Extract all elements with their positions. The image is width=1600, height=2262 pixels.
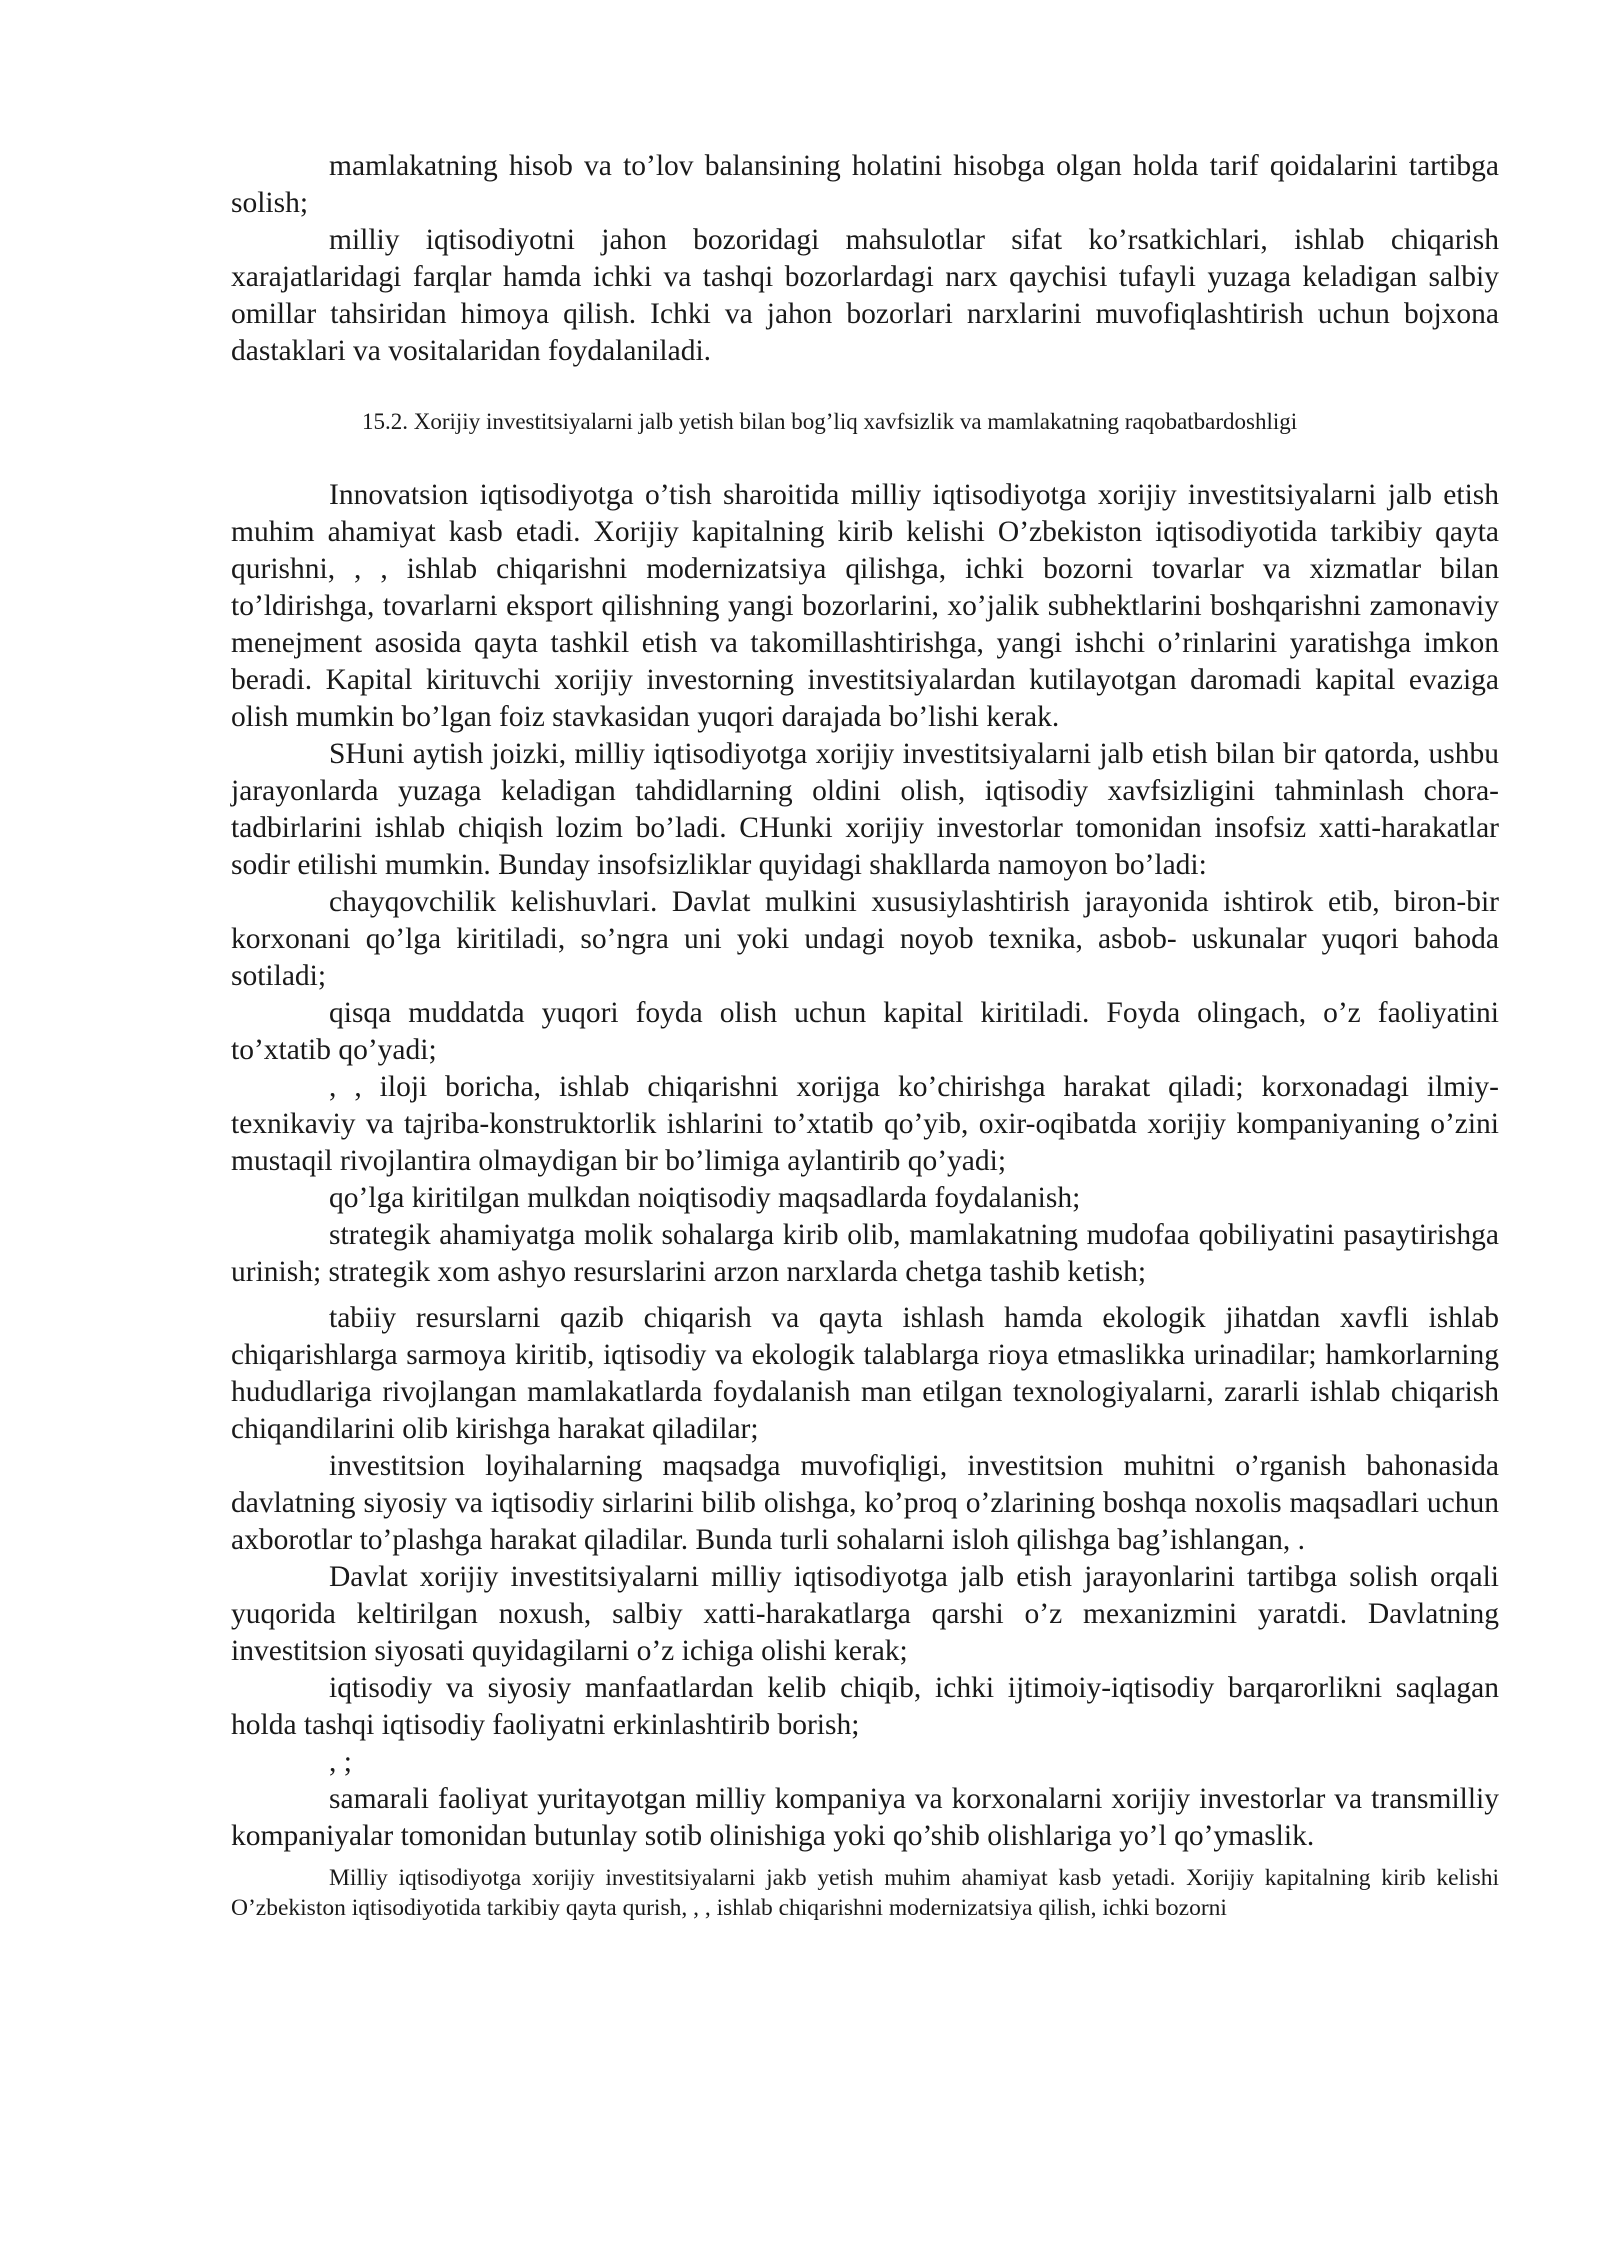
paragraph-investment-espionage: investitsion loyihalarning maqsadga muvofiqligi, investitsion muhitni o’rganish bahonasida davlatning siyosiy va iqtisodiy sirlarini bilib olishga, ko’proq o’zlarining boshqa noxolis maqsadlari uchun axborotlar to’plashga harakat qiladilar. Bunda turli sohalarni isloh qilishga bag’ishlangan, . [231,1450,1499,1556]
paragraph-natural-resources: tabiiy resurslarni qazib chiqarish va qayta ishlash hamda ekologik jihatdan xavfli ishlab chiqarishlarga sarmoya kiritib, iqtisodiy va ekologik talablarga rioya etmaslikka urinadilar; hamkorlarning hududlariga rivojlangan mamlakatlarda foydalanish man etilgan texnologiyalarni, zararli ishlab chiqarish chiqandilarini olib kirishga harakat qiladilar; [231,1302,1499,1445]
paragraph-innovation-intro: Innovatsion iqtisodiyotga o’tish sharoitida milliy iqtisodiyotga xorijiy investitsiyalarni jalb etish muhim ahamiyat kasb etadi. Xorijiy kapitalning kirib kelishi O’zbekiston iqtisodiyotida tarkibiy qayta qurishni, , , ishlab chiqarishni modernizatsiya qilishga, ichki bozorni tovarlar va xizmatlar bilan to’ldirishga, tovarlarni eksport qilishning yangi bozorlarini, xo’jalik subhektlarini boshqarishni zamonaviy menejment asosida qayta tashkil etish va takomillashtirishga, yangi ishchi o’rinlarini yaratishga imkon beradi. Kapital kirituvchi xorijiy investorning investitsiyalardan kutilayotgan daromadi kapital evaziga olish mumkin bo’lgan foiz stavkasidan yuqori darajada bo’lishi kerak. [231,479,1499,733]
paragraph-threats-overview: SHuni aytish joizki, milliy iqtisodiyotga xorijiy investitsiyalarni jalb etish bilan bir qatorda, ushbu jarayonlarda yuzaga keladigan tahdidlarning oldini olish, iqtisodiy xavfsizligini tahminlash chora-tadbirlarini ishlab chiqish lozim bo’ladi. CHunki xorijiy investorlar tomonidan insofsiz xatti-harakatlar sodir etilishi mumkin. Bunday insofsizliklar quyidagi shakllarda namoyon bo’ladi: [231,738,1499,881]
paragraph-tariff-rules: mamlakatning hisob va to’lov balansining holatini hisobga olgan holda tarif qoidalarini tartibga solish; [231,150,1499,219]
paragraph-relocation: , , iloji boricha, ishlab chiqarishni xorijga ko’chirishga harakat qiladi; korxonadagi ilmiy-texnikaviy va tajriba-konstruktorlik ishlarini to’xtatib qo’yib, oxir-oqibatda xorijiy kompaniyaning o’zini mustaqil rivojlantira olmaydigan bir bo’limiga aylantirib qo’yadi; [231,1071,1499,1177]
paragraph-acquisition-protection: samarali faoliyat yuritayotgan milliy kompaniya va korxonalarni xorijiy investorlar va transmilliy kompaniyalar tomonidan butunlay sotib olinishiga yoki qo’shib olishlariga yo’l qo’ymaslik. [231,1783,1499,1852]
paragraph-non-economic-use: qo’lga kiritilgan mulkdan noiqtisodiy maqsadlarda foydalanish; [329,1182,1081,1214]
document-page [231,148,1499,1923]
paragraph-liberalization: iqtisodiy va siyosiy manfaatlardan kelib chiqib, ichki ijtimoiy-iqtisodiy barqarorlikni saqlagan holda tashqi iqtisodiy faoliyatni erkinlashtirib borish; [231,1672,1499,1741]
closing-note: Milliy iqtisodiyotga xorijiy investitsiyalarni jakb yetish muhim ahamiyat kasb yetadi. Xorijiy kapitalning kirib kelishi O’zbekiston iqtisodiyotida tarkibiy qayta qurish, , , ishlab chiqarishni modernizatsiya qilish, ichki bozorni [231,1865,1499,1921]
paragraph-protection-measures: milliy iqtisodiyotni jahon bozoridagi mahsulotlar sifat ko’rsatkichlari, ishlab chiqarish xarajatlaridagi farqlar hamda ichki va tashqi bozorlardagi narx qaychisi tufayli yuzaga keladigan salbiy omillar tahsiridan himoya qilish. Ichki va jahon bozorlari narxlarini muvofiqlashtirish uchun bojxona dastaklari va vositalaridan foydalaniladi. [231,224,1499,367]
section-heading: 15.2. Xorijiy investitsiyalarni jalb yetish bilan bog’liq xavfsizlik va mamlakatning raqobatbardoshligi [362,409,1298,434]
paragraph-strategic-sectors: strategik ahamiyatga molik sohalarga kirib olib, mamlakatning mudofaa qobiliyatini pasaytirishga urinish; strategik xom ashyo resurslarini arzon narxlarda chetga tashib ketish; [231,1219,1499,1288]
paragraph-empty-item: , ; [329,1746,352,1778]
paragraph-speculative-deals: chayqovchilik kelishuvlari. Davlat mulkini xususiylashtirish jarayonida ishtirok etib, biron-bir korxonani qo’lga kiritiladi, so’ngra uni yoki undagi noyob texnika, asbob- uskunalar yuqori bahoda sotiladi; [231,886,1499,992]
paragraph-short-term-profit: qisqa muddatda yuqori foyda olish uchun kapital kiritiladi. Foyda olingach, o’z faoliyatini to’xtatib qo’yadi; [231,997,1499,1066]
paragraph-state-regulation: Davlat xorijiy investitsiyalarni milliy iqtisodiyotga jalb etish jarayonlarini tartibga solish orqali yuqorida keltirilgan noxush, salbiy xatti-harakatlarga qarshi o’z mexanizmini yaratdi. Davlatning investitsion siyosati quyidagilarni o’z ichiga olishi kerak; [231,1561,1499,1667]
